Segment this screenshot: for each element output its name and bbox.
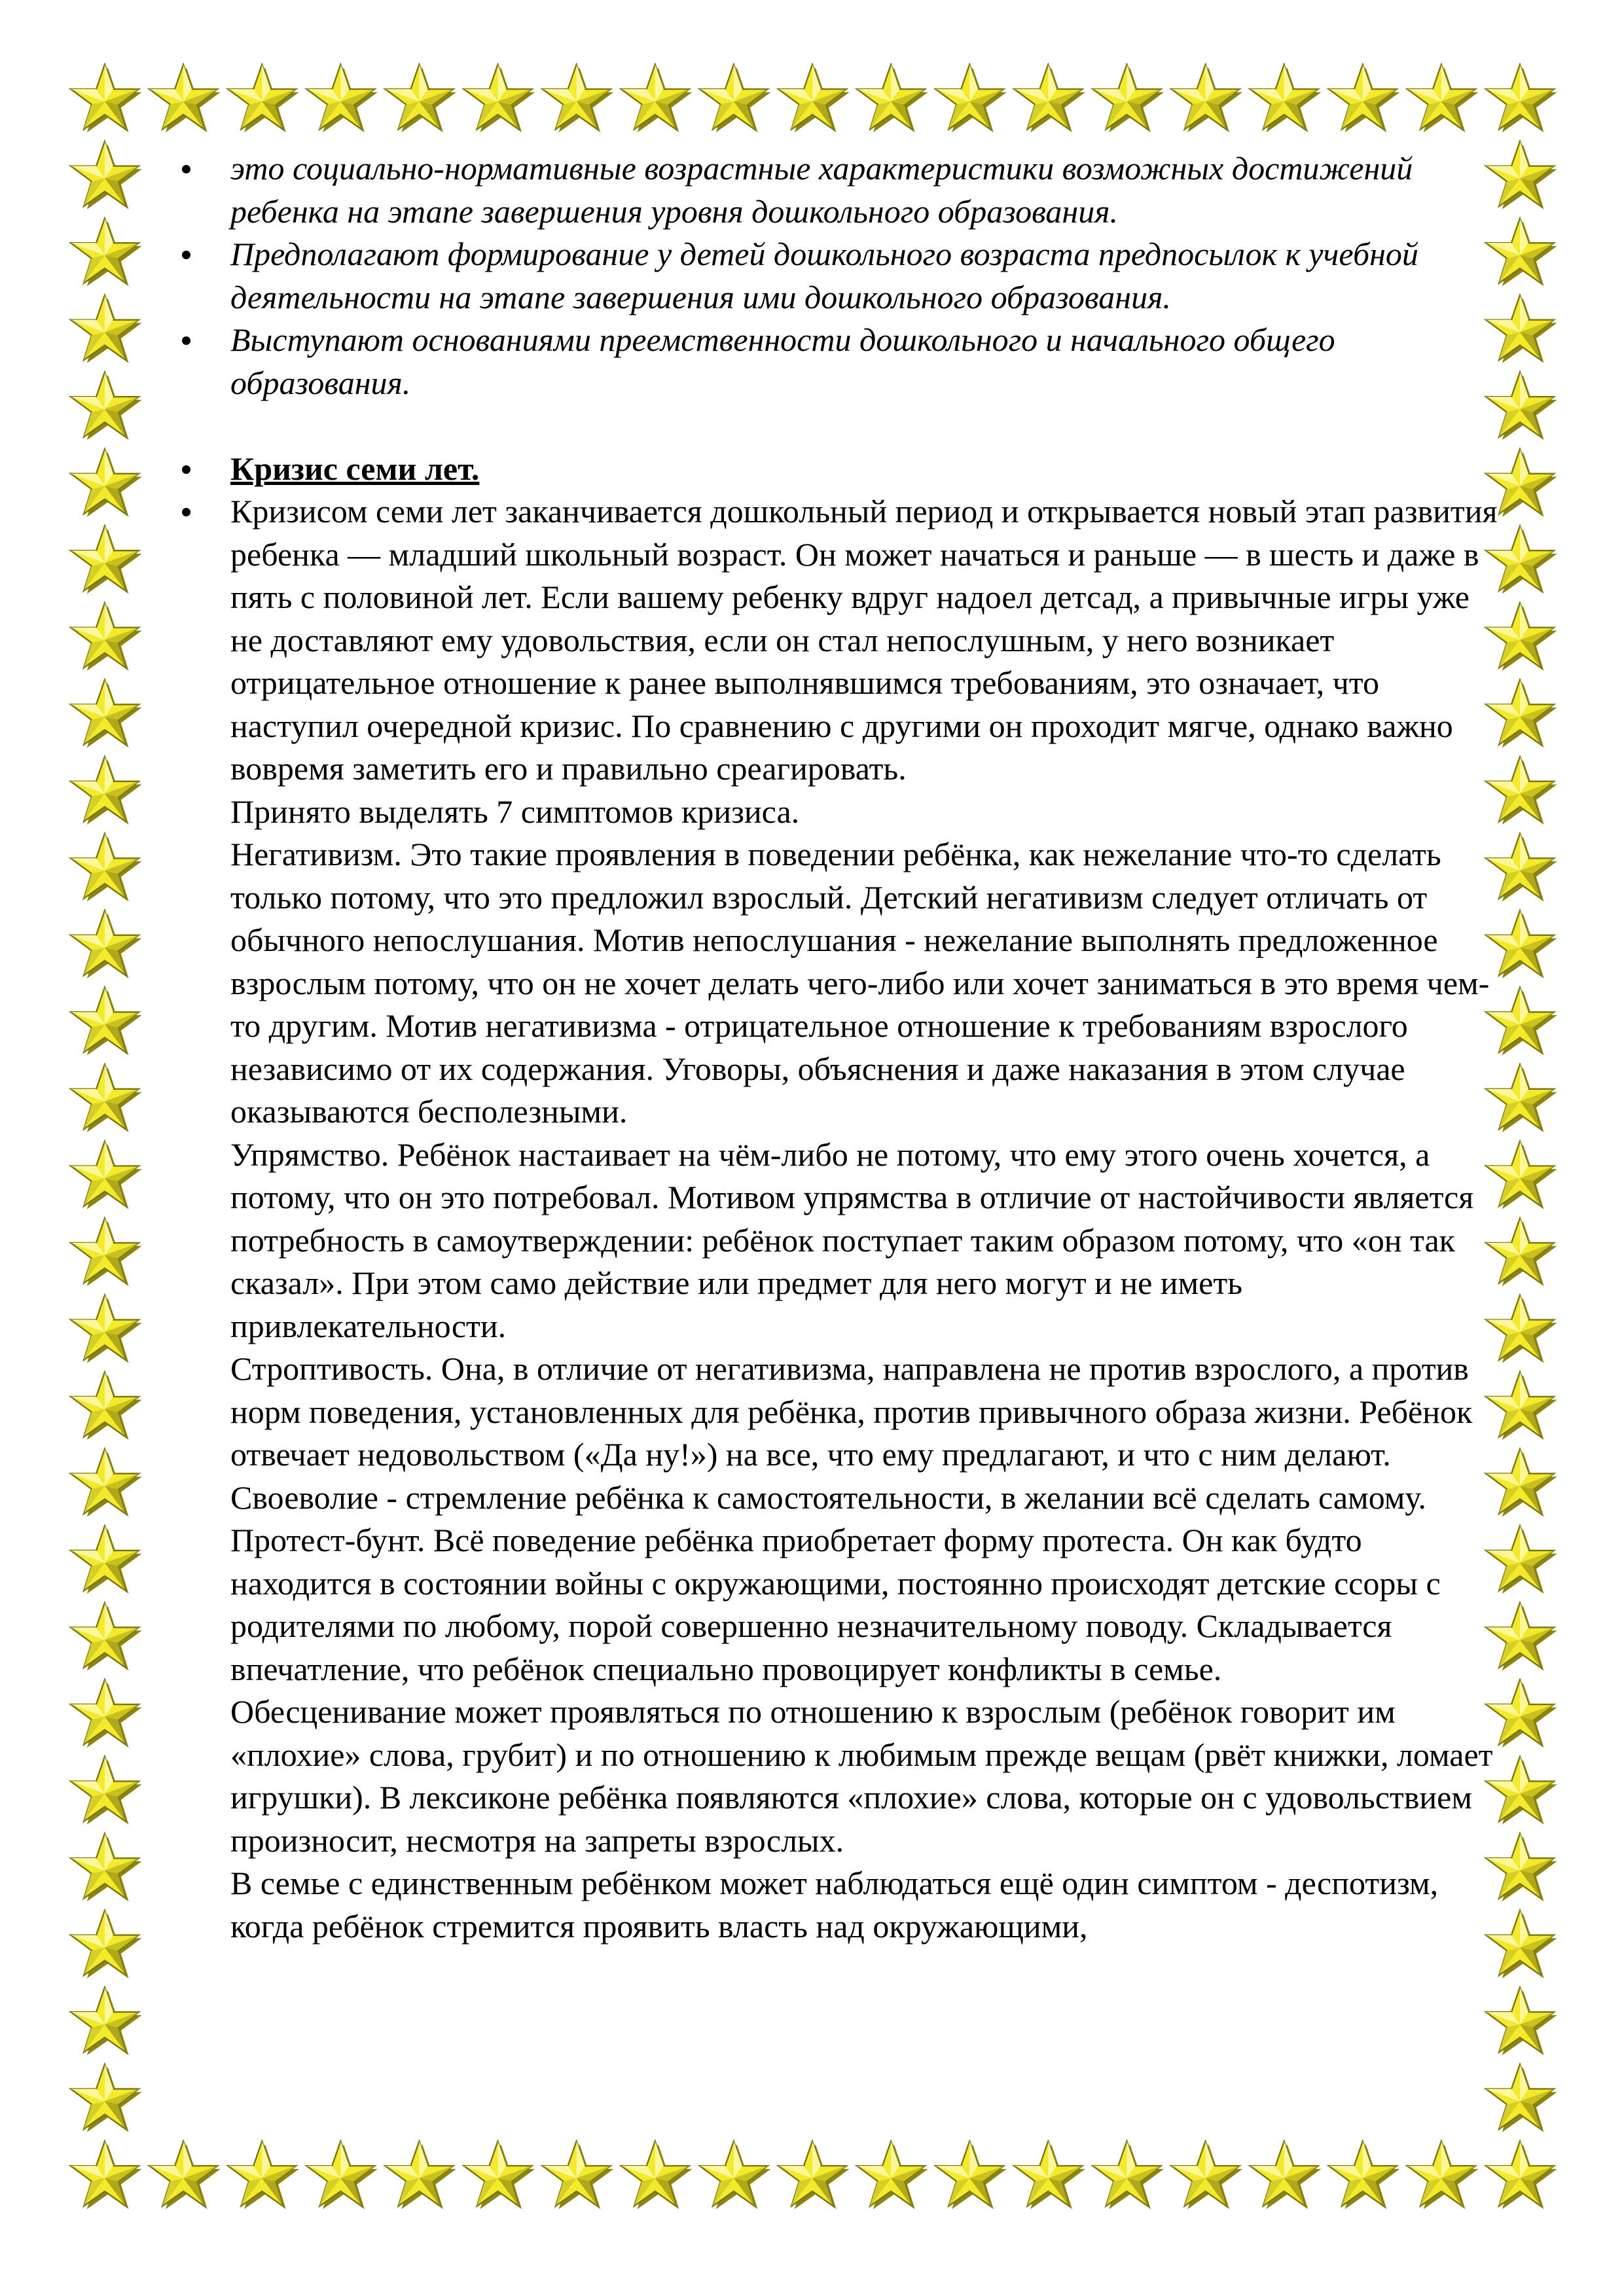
- body-paragraph: Упрямство. Ребёнок настаивает на чём-либо не потому, что ему этого очень хочется, а потому, что он это потребовал. Мотивом упрямства в отличие от настойчивости является потребность в самоутверждении: ребёнок поступает таким образом потому, что «он так сказал». При этом само действие или предмет для него могут и не иметь привлекательности.: [230, 1136, 1474, 1344]
- gold-star-icon: [71, 680, 142, 748]
- gold-star-icon: [778, 64, 850, 132]
- gold-star-icon: [1014, 2141, 1085, 2209]
- gold-star-icon: [71, 1526, 142, 1594]
- gold-star-icon: [71, 64, 142, 132]
- gold-star-icon: [1093, 2141, 1164, 2209]
- gold-star-icon: [71, 141, 142, 209]
- gold-star-icon: [71, 603, 142, 671]
- body-paragraph: В семье с единственным ребёнком может наблюдаться ещё один симптом - деспотизм, когда ребёнок стремится проявить власть над окружающими,: [230, 1865, 1439, 1945]
- gold-star-icon: [71, 1603, 142, 1671]
- gold-star-icon: [71, 1141, 142, 1210]
- gold-star-icon: [386, 2141, 457, 2209]
- gold-star-icon: [71, 1372, 142, 1440]
- body-paragraph: Протест-бунт. Всё поведение ребёнка приобретает форму протеста. Он как будто находится в состоянии войны с окружающими, постоянно происходят детские ссоры с родителями по любому, порой совершенно незначительному поводу. Складывается впечатление, что ребёнок специально провоцирует конфликты в семье.: [230, 1522, 1441, 1687]
- gold-star-icon: [935, 2141, 1007, 2209]
- gold-star-icon: [1329, 2141, 1400, 2209]
- gold-star-icon: [71, 372, 142, 440]
- gold-star-icon: [71, 1833, 142, 1901]
- gold-star-icon: [149, 2141, 221, 2209]
- gold-star-icon: [778, 2141, 850, 2209]
- gold-star-icon: [1172, 2141, 1243, 2209]
- gold-star-icon: [71, 1218, 142, 1286]
- gold-star-icon: [1407, 64, 1479, 132]
- intro-item: Выступают основаниями преемственности дошкольного и начального общего образования.: [177, 319, 1506, 404]
- intro-item: Предполагают формирование у детей дошкольного возраста предпосылок к учебной деятельности на этапе завершения ими дошкольного образования.: [177, 233, 1506, 319]
- gold-star-icon: [857, 64, 928, 132]
- gold-star-icon: [1250, 2141, 1322, 2209]
- gold-star-icon: [71, 1757, 142, 1825]
- gold-star-icon: [71, 910, 142, 978]
- gold-star-icon: [228, 64, 299, 132]
- gold-star-icon: [306, 64, 378, 132]
- gold-star-icon: [71, 1064, 142, 1132]
- gold-star-icon: [1014, 64, 1085, 132]
- gold-star-icon: [1486, 1987, 1557, 2055]
- gold-star-icon: [386, 64, 457, 132]
- gold-star-icon: [1093, 64, 1164, 132]
- section-lead: Кризисом семи лет заканчивается дошкольный период и открывается новый этап развития ребенка — младший школьный возраст. Он может начаться и раньше — в шесть и даже в пять с половиной лет. Если вашему ребенку вдруг надоел детсад, а привычные игры уже не доставляют ему удовольствия, если он стал непослушным, у него возникает отрицательное отношение к ранее выполнявшимся требованиям, это означает, что наступил очередной кризис. По сравнению с другими он проходит мягче, однако важно вовремя заметить его и правильно среагировать.: [177, 490, 1506, 791]
- body-paragraph: Строптивость. Она, в отличие от негативизма, направлена не против взрослого, а против норм поведения, установленных для ребёнка, против привычного образа жизни. Ребёнок отвечает недовольством («Да ну!») на все, что ему предлагают, и что с ним делают.: [230, 1350, 1473, 1473]
- section-heading: Кризис семи лет.: [177, 448, 1506, 491]
- gold-star-icon: [228, 2141, 299, 2209]
- gold-star-icon: [71, 988, 142, 1056]
- intro-list: [177, 147, 1506, 404]
- gold-star-icon: [71, 295, 142, 363]
- gold-star-icon: [71, 834, 142, 902]
- gold-star-icon: [71, 449, 142, 517]
- gold-star-icon: [857, 2141, 928, 2209]
- body-paragraph: Принято выделять 7 симптомов кризиса.: [230, 793, 800, 830]
- gold-star-icon: [700, 2141, 771, 2209]
- gold-star-icon: [71, 218, 142, 286]
- gold-star-icon: [71, 757, 142, 825]
- gold-star-icon: [71, 1295, 142, 1363]
- gold-star-icon: [71, 1449, 142, 1517]
- gold-star-icon: [1486, 2141, 1557, 2209]
- gold-star-icon: [71, 2141, 142, 2209]
- gold-star-icon: [464, 64, 535, 132]
- gold-star-icon: [464, 2141, 535, 2209]
- body-paragraph: Негативизм. Это такие проявления в поведении ребёнка, как нежелание что-то сделать только потому, что это предложил взрослый. Детский негативизм следует отличать от обычного непослушания. Мотив непослушания - нежелание выполнять предложенное взрослым потому, что он не хочет делать чего-либо или хочет заниматься в это время чем-то другим. Мотив негативизма - отрицательное отношение к требованиям взрослого независимо от их содержания. Уговоры, объяснения и даже наказания в этом случае оказываются бесполезными.: [230, 836, 1490, 1130]
- gold-star-icon: [621, 2141, 693, 2209]
- gold-star-icon: [1329, 64, 1400, 132]
- gold-star-icon: [1250, 64, 1322, 132]
- gold-star-icon: [700, 64, 771, 132]
- gold-star-icon: [306, 2141, 378, 2209]
- body-paragraph: Обесценивание может проявляться по отношению к взрослым (ребёнок говорит им «плохие» слова, грубит) и по отношению к любимым прежде вещам (рвёт книжки, ломает игрушки). В лексиконе ребёнка появляются «плохие» слова, которые он с удовольствием произносит, несмотря на запреты взрослых.: [230, 1693, 1493, 1859]
- gold-star-icon: [621, 64, 693, 132]
- gold-star-icon: [543, 64, 614, 132]
- gold-star-icon: [1486, 64, 1557, 132]
- gold-star-icon: [71, 1987, 142, 2055]
- body-paragraph: Своеволие - стремление ребёнка к самостоятельности, в желании всё сделать самому.: [230, 1479, 1426, 1516]
- gold-star-icon: [1407, 2141, 1479, 2209]
- gold-star-icon: [935, 64, 1007, 132]
- gold-star-icon: [1172, 64, 1243, 132]
- gold-star-icon: [71, 1679, 142, 1748]
- intro-item: это социально-нормативные возрастные характеристики возможных достижений ребенка на этапе завершения уровня дошкольного образования.: [177, 147, 1506, 233]
- gold-star-icon: [71, 526, 142, 594]
- gold-star-icon: [543, 2141, 614, 2209]
- gold-star-icon: [71, 2064, 142, 2132]
- gold-star-icon: [71, 1910, 142, 1979]
- gold-star-icon: [149, 64, 221, 132]
- gold-star-icon: [1486, 2064, 1557, 2132]
